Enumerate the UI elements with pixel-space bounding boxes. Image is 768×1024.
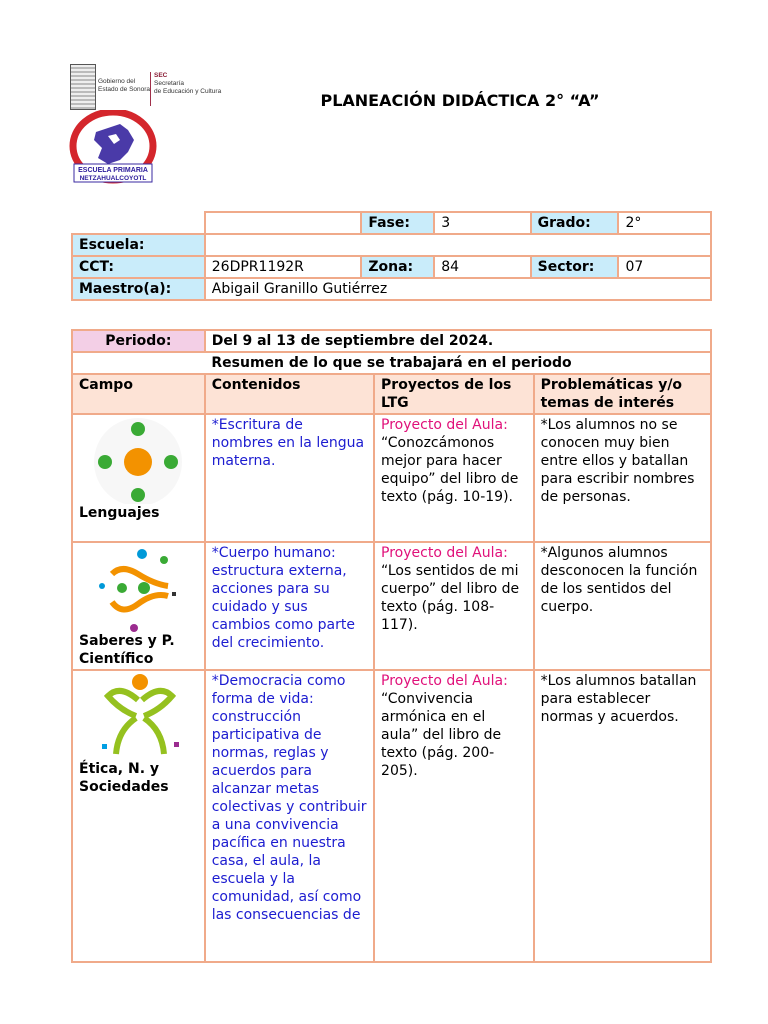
proyecto-label: Proyecto del Aula:	[381, 545, 508, 561]
problematica-cell: *Algunos alumnos desconocen la función de los sentidos del cuerpo.	[534, 542, 711, 670]
school-logo-text-1: ESCUELA PRIMARIA	[78, 167, 148, 174]
proyecto-text: “Convivencia armónica en el aula” del libro de texto (pág. 200-205).	[381, 691, 502, 779]
sec-abbr: SEC	[154, 72, 168, 79]
campo-header: Campo	[72, 374, 205, 414]
gov-line-2: Estado de Sonora	[98, 86, 151, 93]
government-name	[98, 78, 150, 94]
contenido-cell: *Escritura de nombres en la lengua materna.	[205, 414, 374, 542]
problematicas-header: Problemáticas y/o temas de interés	[534, 374, 711, 414]
saberes-icon	[90, 546, 186, 632]
logo-divider	[150, 72, 151, 106]
planning-table	[71, 329, 712, 963]
grado-label: Grado:	[531, 212, 619, 234]
periodo-row	[72, 330, 711, 352]
sector-label: Sector:	[531, 256, 619, 278]
gov-line-1: Gobierno del	[98, 78, 136, 85]
page-title: PLANEACIÓN DIDÁCTICA 2° “A”	[320, 91, 600, 110]
proyecto-cell	[374, 542, 534, 670]
proyecto-text: “Conozcámonos mejor para hacer equipo” del libro de texto (pág. 10-19).	[381, 435, 519, 505]
proyecto-label: Proyecto del Aula:	[381, 673, 508, 689]
escuela-row	[72, 234, 711, 256]
maestro-value: Abigail Granillo Gutiérrez	[205, 278, 711, 300]
contenidos-header: Contenidos	[205, 374, 374, 414]
campo-cell	[72, 670, 205, 962]
contenido-cell: *Democracia como forma de vida: construcción participativa de normas, reglas y acuerdos para alcanzar metas colectivas y contribuir a una convivencia pacífica en nuestra casa, el aula, la escuela y la comunidad, así como las consecuencias de	[205, 670, 374, 962]
sec-line-1: Secretaría	[154, 80, 184, 87]
periodo-value: Del 9 al 13 de septiembre del 2024.	[205, 330, 711, 352]
school-logo	[68, 110, 158, 188]
sector-value: 07	[618, 256, 711, 278]
campo-name: Ética, N. y Sociedades	[79, 761, 169, 795]
etica-icon	[90, 674, 186, 760]
proyecto-cell	[374, 670, 534, 962]
resumen-heading: Resumen de lo que se trabajará en el periodo	[72, 352, 711, 374]
fase-label: Fase:	[361, 212, 434, 234]
header-row	[72, 374, 711, 414]
sec-line-2: de Educación y Cultura	[154, 88, 222, 95]
government-logo	[70, 64, 230, 110]
fase-value: 3	[434, 212, 530, 234]
contenido-cell: *Cuerpo humano: estructura externa, acciones para su cuidado y sus cambios como parte del crecimiento.	[205, 542, 374, 670]
table-row	[72, 542, 711, 670]
zona-value: 84	[434, 256, 530, 278]
problematica-cell: *Los alumnos no se conocen muy bien entre ellos y batallan para escribir nombres de personas.	[534, 414, 711, 542]
table-row	[72, 414, 711, 542]
zona-label: Zona:	[361, 256, 434, 278]
table-row	[72, 670, 711, 962]
school-logo-text-2: NETZAHUALCOYOTL	[79, 175, 147, 182]
proyecto-cell	[374, 414, 534, 542]
campo-name: Lenguajes	[79, 505, 160, 521]
cct-row	[72, 256, 711, 278]
maestro-row	[72, 278, 711, 300]
campo-cell	[72, 542, 205, 670]
proyecto-text: “Los sentidos de mi cuerpo” del libro de texto (pág. 108-117).	[381, 563, 520, 633]
lenguajes-icon	[90, 418, 186, 504]
campo-cell	[72, 414, 205, 542]
campo-name: Saberes y P. Científico	[79, 633, 175, 667]
problematica-cell: *Los alumnos batallan para establecer normas y acuerdos.	[534, 670, 711, 962]
grado-value: 2°	[618, 212, 711, 234]
cct-value: 26DPR1192R	[205, 256, 362, 278]
proyecto-label: Proyecto del Aula:	[381, 417, 508, 433]
proyectos-header: Proyectos de los LTG	[374, 374, 534, 414]
state-seal-icon	[70, 64, 96, 110]
sec-name	[154, 72, 221, 96]
maestro-label: Maestro(a):	[72, 278, 205, 300]
escuela-label: Escuela:	[72, 234, 205, 256]
resumen-row	[72, 352, 711, 374]
escuela-value	[205, 234, 711, 256]
cct-label: CCT:	[72, 256, 205, 278]
fase-grado-row	[72, 212, 711, 234]
periodo-label: Periodo:	[72, 330, 205, 352]
school-info-table	[71, 211, 712, 301]
